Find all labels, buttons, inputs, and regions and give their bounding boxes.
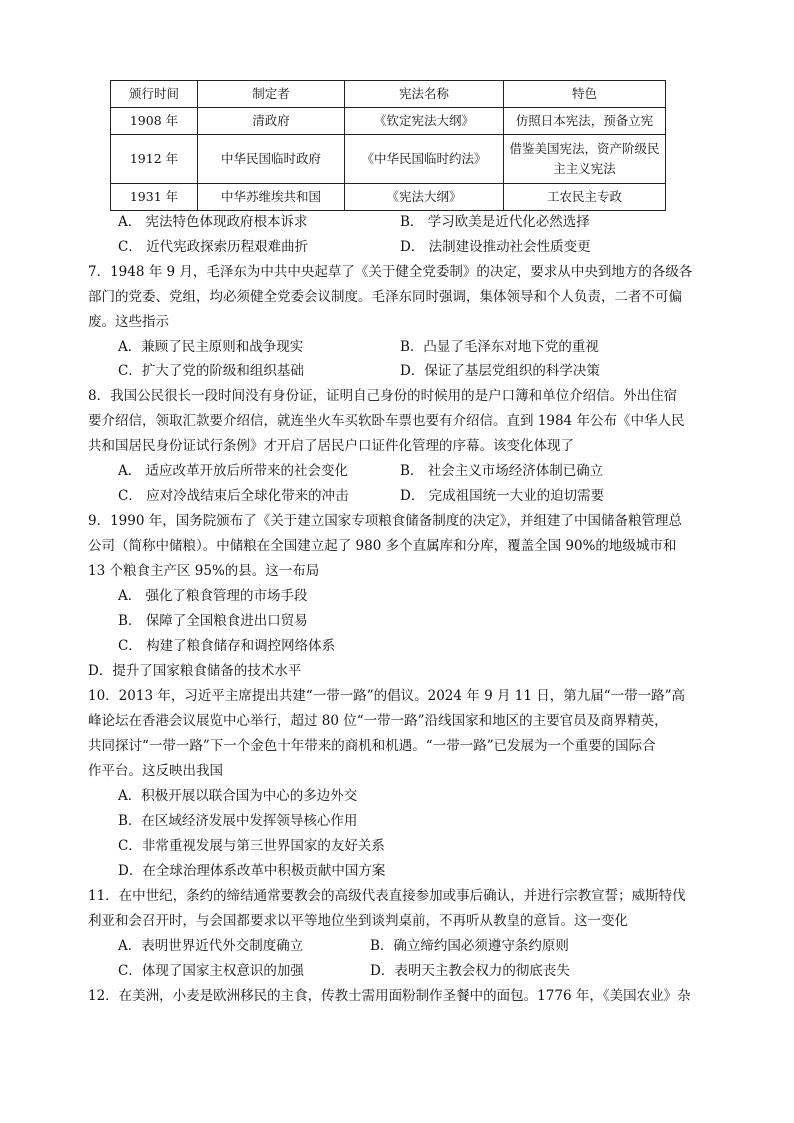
q11-stem-line: 利亚和会召开时，与会国都要求以平等地位坐到谈判桌前，不再听从教皇的意旨。这一变化 (88, 913, 628, 929)
q6-option-d: D． 法制建设推动社会性质变更 (400, 239, 591, 255)
table-header-row (111, 81, 666, 108)
q10-stem-line: 作平台。这反映出我国 (88, 763, 223, 779)
q11-option-b: B．确立缔约国必须遵守条约原则 (370, 938, 569, 954)
q9-option-a: A． 强化了粮食管理的市场手段 (118, 588, 308, 604)
table-cell-multiline (504, 135, 666, 184)
cell-line: 借鉴美国宪法，资产阶级民 (509, 141, 660, 156)
q10-option-b: B．在区域经济发展中发挥领导核心作用 (118, 813, 358, 829)
table-cell: 《钦定宪法大纲》 (345, 108, 504, 135)
q9-stem-line: 13 个粮食主产区 95%的县。这一布局 (88, 563, 320, 579)
table-header: 颁行时间 (111, 81, 198, 108)
q10-option-c: C．非常重视发展与第三世界国家的友好关系 (118, 838, 385, 854)
q8-option-a: A． 适应改革开放后所带来的社会变化 (118, 463, 349, 479)
q10-option-a: A．积极开展以联合国为中心的多边外交 (118, 788, 358, 804)
cell-line: 主主义宪法 (553, 161, 616, 176)
q9-option-b: B． 保障了全国粮食进出口贸易 (118, 613, 308, 629)
table-cell: 1912 年 (111, 135, 198, 184)
table-cell: 清政府 (198, 108, 345, 135)
table-row (111, 108, 666, 135)
q12-stem-line: 12．在美洲，小麦是欧洲移民的主食，传教士需用面粉制作圣餐中的面包。1776 年，《美国农业》杂 (88, 988, 691, 1004)
q9-option-c: C． 构建了粮食储存和调控网络体系 (118, 638, 336, 654)
q7-stem-line: 7．1948 年 9 月，毛泽东为中共中央起草了《关于健全党委制》的决定，要求从中央到地方的各级各 (88, 264, 693, 280)
q10-stem-line: 共同探讨“一带一路”下一个金色十年带来的商机和机遇。“一带一路”已发展为一个重要的国际合 (88, 738, 656, 754)
q6-option-b: B． 学习欧美是近代化必然选择 (400, 214, 590, 230)
q11-option-c: C．体现了国家主权意识的加强 (118, 963, 304, 979)
table-cell: 《中华民国临时约法》 (345, 135, 504, 184)
table-cell: 1931 年 (111, 184, 198, 211)
q6-option-c: C． 近代宪政探索历程艰难曲折 (118, 239, 309, 255)
table-cell: 1908 年 (111, 108, 198, 135)
q8-option-b: B． 社会主义市场经济体制已确立 (400, 463, 604, 479)
constitution-table (110, 80, 666, 211)
q8-option-c: C． 应对冷战结束后全球化带来的冲击 (118, 488, 349, 504)
table-header: 特色 (504, 81, 666, 108)
q7-option-c: C．扩大了党的阶级和组织基础 (118, 363, 304, 379)
table-cell: 仿照日本宪法，预备立宪 (504, 108, 666, 135)
table-cell: 《宪法大纲》 (345, 184, 504, 211)
q9-option-d: D．提升了国家粮食储备的技术水平 (88, 663, 302, 679)
q7-stem-line: 废。这些指示 (88, 314, 169, 330)
q7-option-b: B．凸显了毛泽东对地下党的重视 (400, 339, 599, 355)
q10-stem-line: 10．2013 年，习近平主席提出共建“一带一路”的倡议。2024 年 9 月 11 日，第九届“一带一路”高 (88, 688, 686, 704)
q8-stem-line: 8．我国公民很长一段时间没有身份证，证明自己身份的时候用的是户口簿和单位介绍信。外出住宿 (88, 388, 678, 404)
q9-stem-line: 公司（简称中储粮）。中储粮在全国建立起了 980 多个直属库和分库，覆盖全国 90%的地级城市和 (88, 538, 677, 554)
q10-option-d: D．在全球治理体系改革中积极贡献中国方案 (118, 863, 386, 879)
q11-stem-line: 11．在中世纪，条约的缔结通常要教会的高级代表直接参加或事后确认，并进行宗教宣誓；威斯特伐 (88, 888, 686, 904)
q7-option-a: A．兼顾了民主原则和战争现实 (118, 339, 304, 355)
table-cell: 工农民主专政 (504, 184, 666, 211)
table-row (111, 184, 666, 211)
q8-stem-line: 共和国居民身份证试行条例》才开启了居民户口证件化管理的序幕。该变化体现了 (88, 438, 574, 454)
table-cell: 中华民国临时政府 (198, 135, 345, 184)
table-cell: 中华苏维埃共和国 (198, 184, 345, 211)
q7-stem-line: 部门的党委、党组，均必须健全党委会议制度。毛泽东同时强调，集体领导和个人负责，二者不可偏 (88, 289, 682, 305)
table-header: 制定者 (198, 81, 345, 108)
table-row (111, 135, 666, 184)
q10-stem-line: 峰论坛在香港会议展览中心举行，超过 80 位“一带一路”沿线国家和地区的主要官员及商界精英， (88, 713, 668, 729)
table-header: 宪法名称 (345, 81, 504, 108)
q9-stem-line: 9．1990 年，国务院颁布了《关于建立国家专项粮食储备制度的决定》，并组建了中国储备粮管理总 (88, 513, 682, 529)
q11-option-d: D．表明天主教会权力的彻底丧失 (370, 963, 570, 979)
q8-option-d: D． 完成祖国统一大业的迫切需要 (400, 488, 605, 504)
q8-stem-line: 要介绍信，领取汇款要介绍信，就连坐火车买软卧车票也要有介绍信。直到 1984 年公布《中华人民 (88, 413, 685, 429)
q6-option-a: A． 宪法特色体现政府根本诉求 (118, 214, 308, 230)
q11-option-a: A．表明世界近代外交制度确立 (118, 938, 304, 954)
q7-option-d: D．保证了基层党组织的科学决策 (400, 363, 600, 379)
